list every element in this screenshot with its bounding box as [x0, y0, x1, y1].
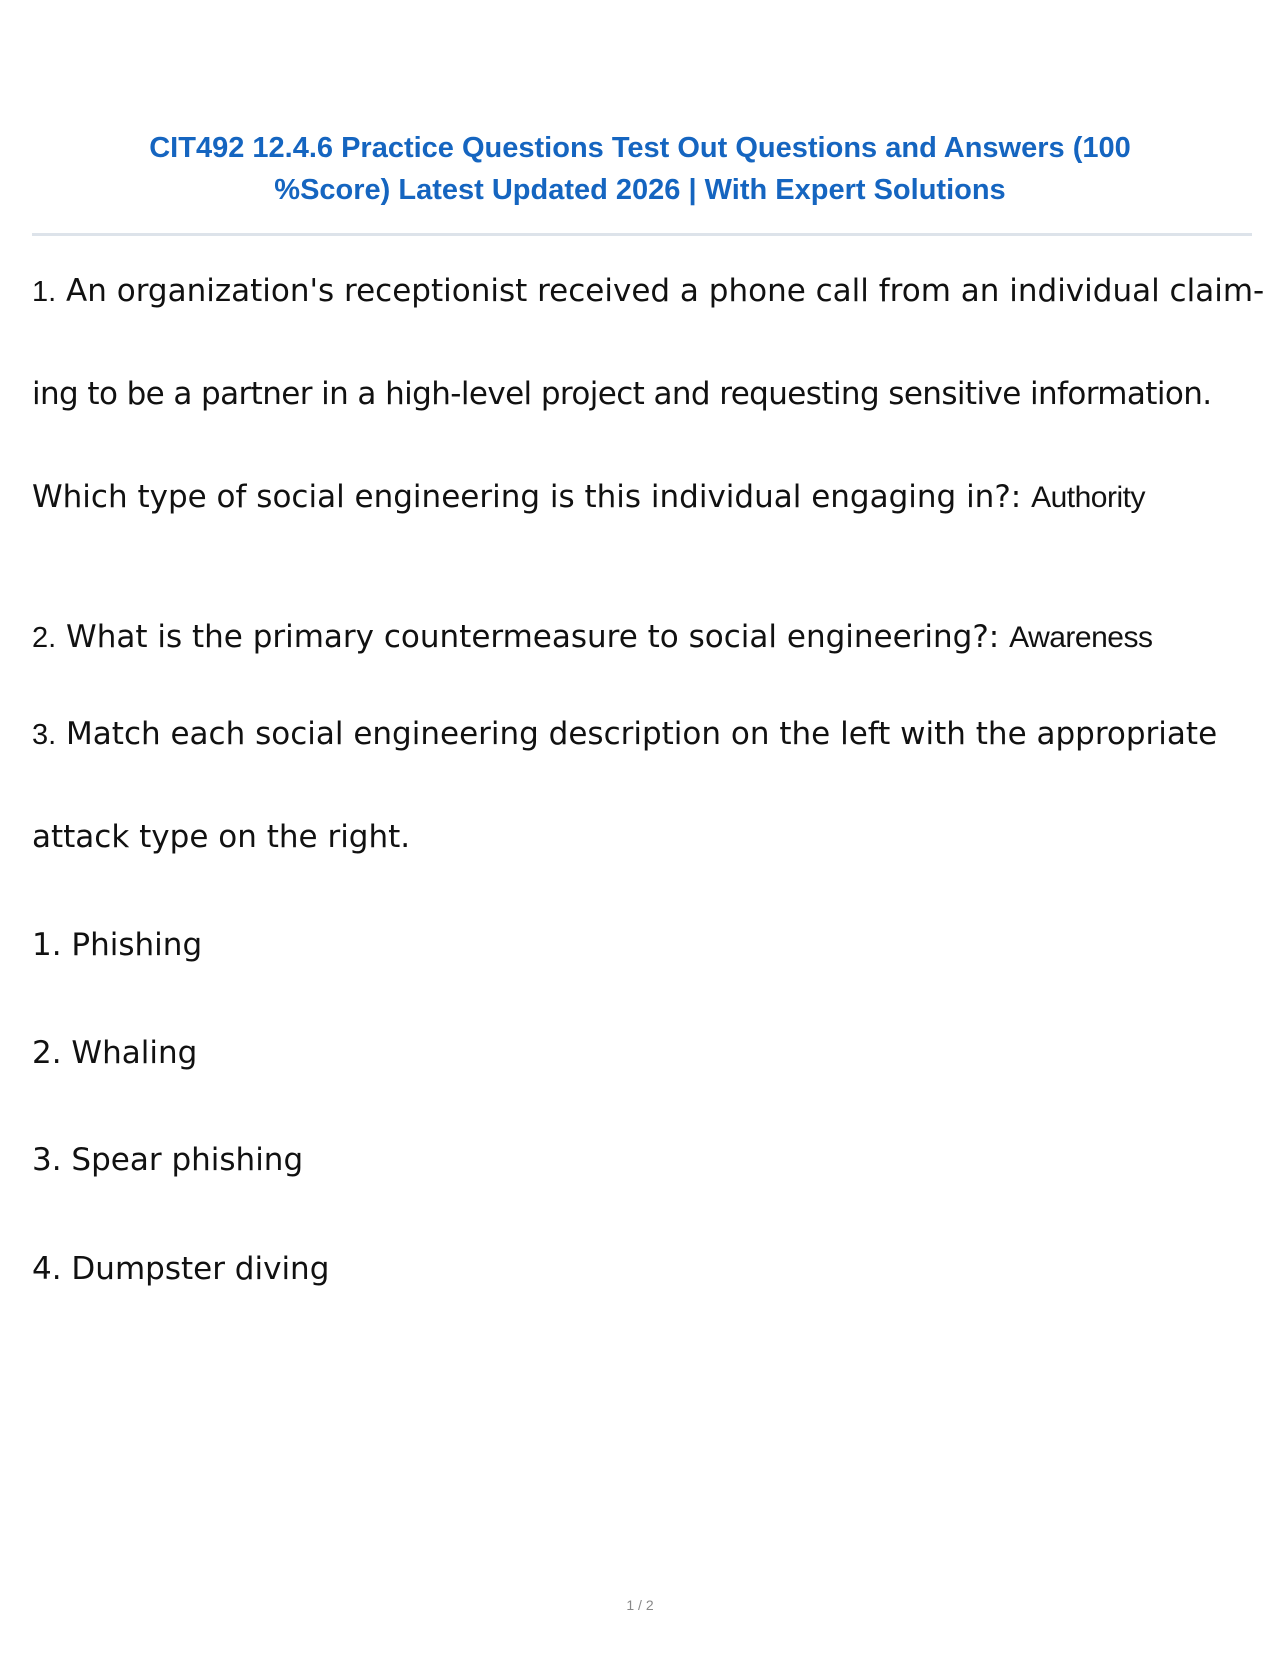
match-item: 1. Phishing: [32, 927, 203, 963]
question-2-number: 2.: [32, 622, 57, 654]
match-item: 3. Spear phishing: [32, 1142, 304, 1178]
question-3-line-1: [32, 714, 1217, 755]
match-item: 4. Dumpster diving: [32, 1251, 330, 1287]
question-1-number: 1.: [32, 276, 57, 308]
title-line-2: %Score) Latest Updated 2026 | With Expert Solutions: [274, 174, 1006, 206]
question-1-line-2: [32, 374, 1212, 414]
question-1-answer: Authority: [1031, 481, 1145, 514]
question-1-line-1: [32, 271, 1264, 312]
question-1-line-3: [32, 477, 1145, 518]
question-1-text-3: Which type of social engineering is this individual engaging in?:: [32, 479, 1032, 515]
page-number: 1 / 2: [626, 1597, 654, 1613]
title-divider: [32, 233, 1252, 236]
question-3-text-1: Match each social engineering description on the left with the appropriate: [56, 716, 1218, 752]
question-2-line-1: [32, 617, 1152, 658]
title-line-1: CIT492 12.4.6 Practice Questions Test Out Questions and Answers (100: [149, 132, 1131, 164]
question-3-number: 3.: [32, 719, 57, 751]
question-1-text-1: An organization's receptionist received a phone call from an individual claim-: [56, 273, 1265, 309]
question-2-text-1: What is the primary countermeasure to social engineering?:: [56, 619, 1010, 655]
question-3-line-2: [32, 817, 410, 857]
match-item: 2. Whaling: [32, 1035, 198, 1071]
question-3-text-2: attack type on the right.: [32, 819, 411, 855]
question-2-answer: Awareness: [1009, 621, 1153, 654]
question-1-text-2: ing to be a partner in a high-level project and requesting sensitive information.: [32, 376, 1212, 412]
document-title: [40, 127, 1240, 211]
